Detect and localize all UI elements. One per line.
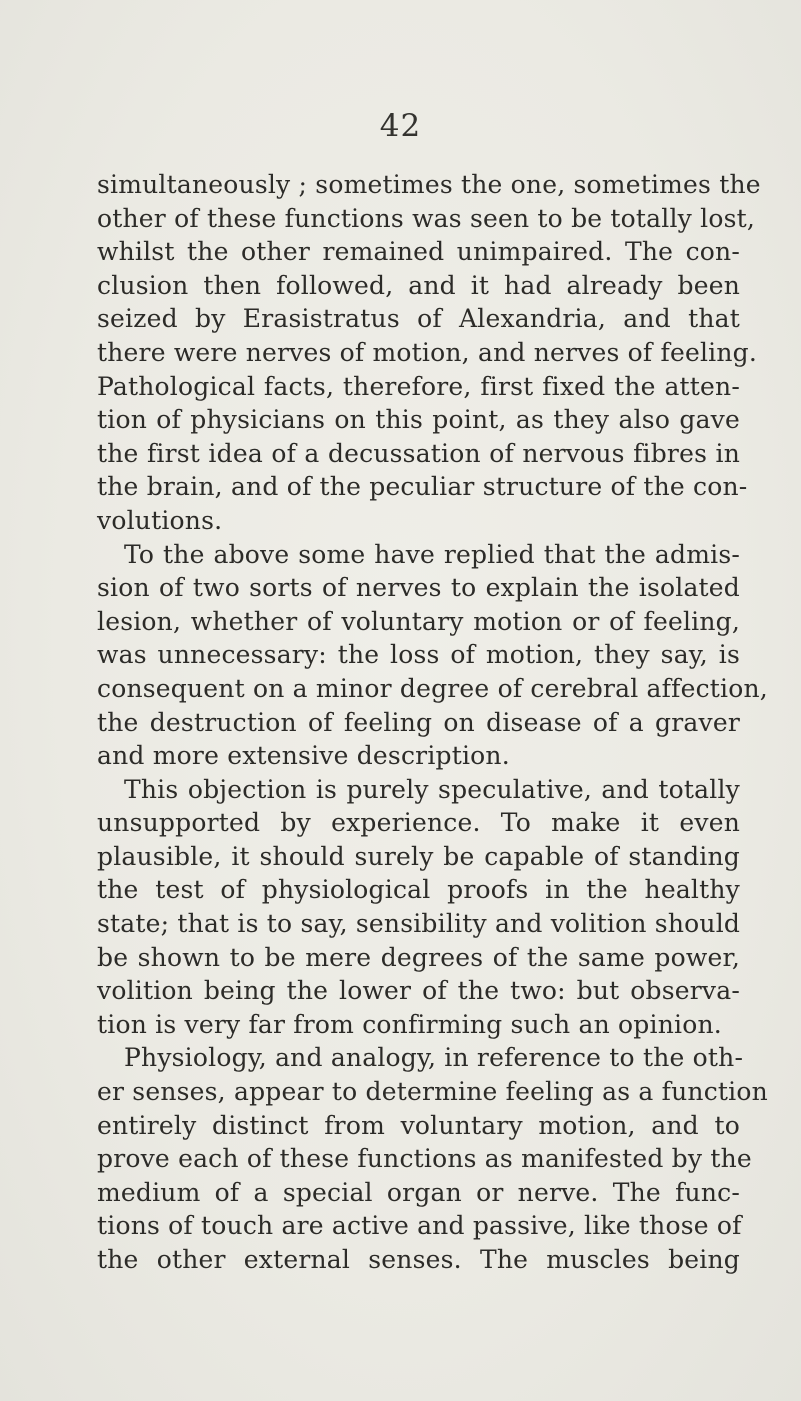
text-line: medium of a special organ or nerve. The func-: [97, 1177, 740, 1207]
text-line: tion is very far from confirming such an opinion.: [97, 1009, 722, 1039]
text-line: whilst the other remained unimpaired. The con-: [97, 237, 740, 267]
text-line: plausible, it should surely be capable of standing: [97, 841, 740, 871]
text-line: prove each of these functions as manifested by the: [97, 1144, 752, 1174]
text-line: entirely distinct from voluntary motion, and to: [97, 1110, 740, 1140]
text-line: unsupported by experience. To make it even: [97, 808, 740, 838]
text-line: and more extensive description.: [97, 741, 510, 771]
text-line: the destruction of feeling on disease of a graver: [97, 707, 740, 737]
text-line: volutions.: [97, 505, 223, 535]
text-line: tions of touch are active and passive, like those of: [97, 1211, 742, 1241]
text-line: consequent on a minor degree of cerebral affection,: [97, 673, 768, 703]
text-line: tion of physicians on this point, as they also gave: [97, 405, 740, 435]
text-line: the first idea of a decussation of nervous fibres in: [97, 438, 740, 468]
text-line: simultaneously ; sometimes the one, sometimes the: [97, 170, 761, 199]
body-text: [97, 168, 768, 1277]
text-line: To the above some have replied that the admis-: [124, 539, 740, 569]
text-line: Pathological facts, therefore, first fixed the atten-: [97, 371, 740, 401]
text-line: state; that is to say, sensibility and volition should: [97, 909, 741, 939]
page-number: 42: [379, 108, 422, 144]
text-line: This objection is purely speculative, and totally: [124, 774, 740, 804]
text-line: lesion, whether of voluntary motion or of feeling,: [97, 606, 740, 636]
text-line: er senses, appear to determine feeling as a function: [97, 1077, 768, 1107]
text-line: Physiology, and analogy, in reference to the oth-: [124, 1043, 744, 1073]
text-line: seized by Erasistratus of Alexandria, and that: [97, 304, 740, 334]
text-line: be shown to be mere degrees of the same power,: [97, 942, 740, 972]
text-line: other of these functions was seen to be totally lost,: [97, 203, 755, 233]
text-line: the brain, and of the peculiar structure of the con-: [97, 472, 748, 502]
text-line: clusion then followed, and it had already been: [97, 270, 740, 300]
text-line: was unnecessary: the loss of motion, they say, is: [97, 640, 740, 670]
text-line: sion of two sorts of nerves to explain the isolated: [97, 573, 740, 603]
text-line: the other external senses. The muscles being: [97, 1245, 740, 1274]
text-line: there were nerves of motion, and nerves of feeling.: [97, 337, 757, 367]
text-line: volition being the lower of the two: but observa-: [97, 976, 740, 1006]
text-line: the test of physiological proofs in the healthy: [97, 875, 740, 905]
